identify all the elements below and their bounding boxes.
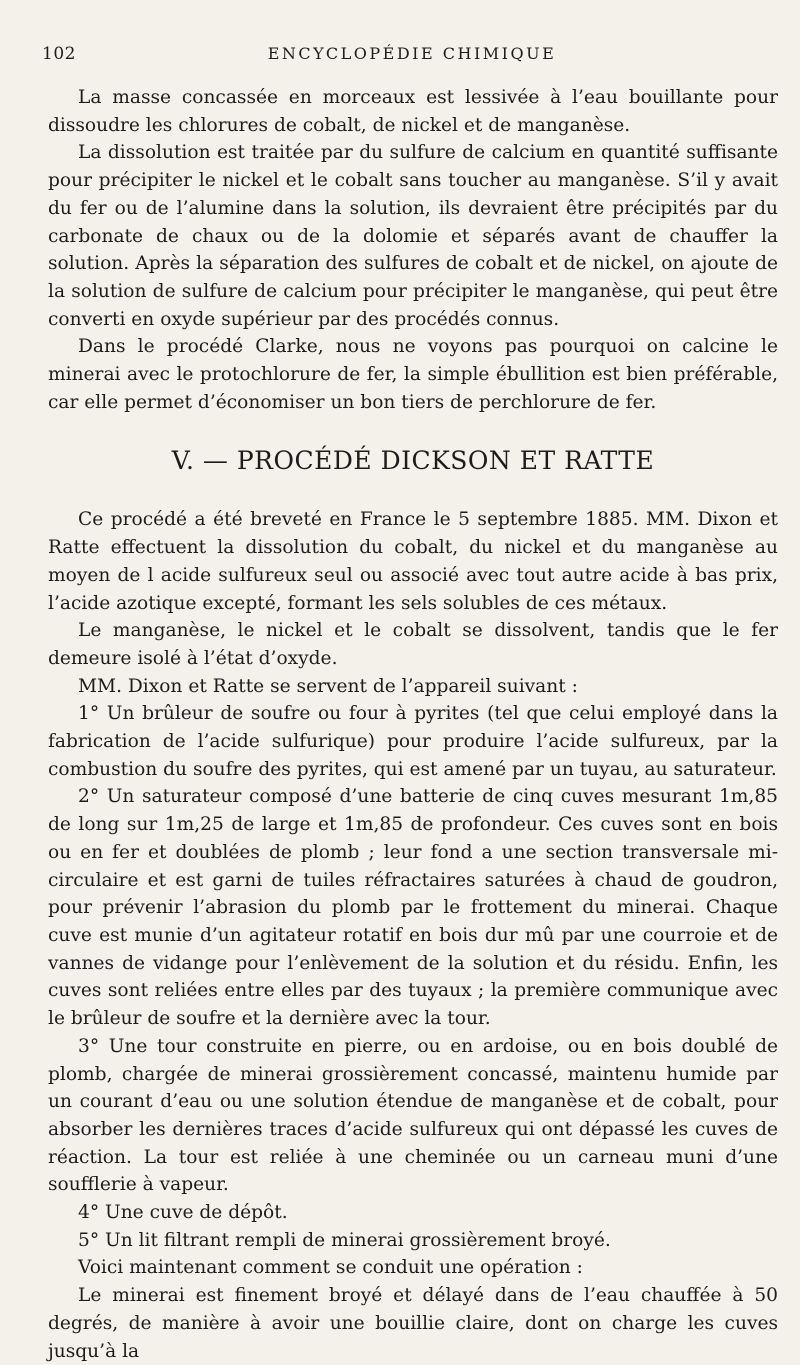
paragraph: Voici maintenant comment se conduit une opération : bbox=[78, 1257, 583, 1279]
list-item-paragraph: 4° Une cuve de dépôt. bbox=[78, 1202, 288, 1224]
list-item-paragraph: 2° Un saturateur composé d’une batterie de cinq cuves mesurant 1m,85 de long sur 1m,25 de large et 1m,85 de profondeur. Ces cuves sont en bois ou en fer et doublées de plomb ; leur fond a une section transversale mi-circulaire et est garni de tuiles réfractaires saturées à chaud de goudron, pour prévenir l’abrasion du plomb par le frottement du minerai. Chaque cuve est munie d’un agitateur rotatif en bois dur mû par une courroie et de vannes de vidange pour l’enlèvement de la solution et du résidu. Enfin, les cuves sont reliées entre elles par des tuyaux ; la première communique avec le brûleur de soufre et la dernière avec la tour. bbox=[48, 786, 778, 1030]
list-item-paragraph: 1° Un brûleur de soufre ou four à pyrites (tel que celui employé dans la fabrication de l’acide sulfurique) pour produire l’acide sulfureux, par la combustion du soufre des pyrites, qui est amené par un tuyau, au saturateur. bbox=[48, 703, 778, 780]
paragraph: Ce procédé a été breveté en France le 5 septembre 1885. MM. Dixon et Ratte effectuent la dissolution du cobalt, du nickel et du manganèse au moyen de l acide sulfureux seul ou associé avec tout autre acide à bas prix, l’acide azotique excepté, formant les sels solubles de ces métaux. bbox=[48, 509, 778, 614]
running-title: ENCYCLOPÉDIE CHIMIQUE bbox=[267, 44, 557, 63]
paragraph: Dans le procédé Clarke, nous ne voyons pas pourquoi on calcine le minerai avec le protochlorure de fer, la simple ébullition est bien préférable, car elle permet d’économiser un bon tiers de perchlorure de fer. bbox=[48, 336, 778, 413]
section-heading: V. — PROCÉDÉ DICKSON ET RATTE bbox=[171, 446, 655, 476]
paragraph: MM. Dixon et Ratte se servent de l’appareil suivant : bbox=[78, 675, 578, 697]
list-item-paragraph: 5° Un lit filtrant rempli de minerai grossièrement broyé. bbox=[78, 1229, 611, 1251]
running-header bbox=[42, 44, 782, 70]
paragraph: La dissolution est traitée par du sulfure de calcium en quantité suffisante pour précipiter le nickel et le cobalt sans toucher au manganèse. S’il y avait du fer ou de l’alumine dans la solution, ils devraient être précipités par du carbonate de chaux ou de la dolomie et séparés avant de chauffer la solution. Après la séparation des sulfures de cobalt et de nickel, on ajoute de la solution de sulfure de calcium pour précipiter le manganèse, qui peut être converti en oxyde supérieur par des procédés connus. bbox=[48, 142, 778, 330]
paragraph: La masse concassée en morceaux est lessivée à l’eau bouillante pour dissoudre les chlorures de cobalt, de nickel et de manganèse. bbox=[48, 87, 778, 136]
paragraph: Le manganèse, le nickel et le cobalt se dissolvent, tandis que le fer demeure isolé à l’état d’oxyde. bbox=[48, 620, 778, 669]
body-text bbox=[48, 84, 778, 1365]
page-number: 102 bbox=[42, 44, 76, 64]
paragraph: Le minerai est finement broyé et délayé dans de l’eau chauffée à 50 degrés, de manière à avoir une bouillie claire, dont on charge les cuves jusqu’à la bbox=[48, 1285, 778, 1362]
list-item-paragraph: 3° Une tour construite en pierre, ou en ardoise, ou en bois doublé de plomb, chargée de minerai grossièrement concassé, maintenu humide par un courant d’eau ou une solution étendue de manganèse et de cobalt, pour absorber les dernières traces d’acide sulfureux qui ont dépassé les cuves de réaction. La tour est reliée à une cheminée ou un carneau muni d’une soufflerie à vapeur. bbox=[48, 1035, 778, 1196]
